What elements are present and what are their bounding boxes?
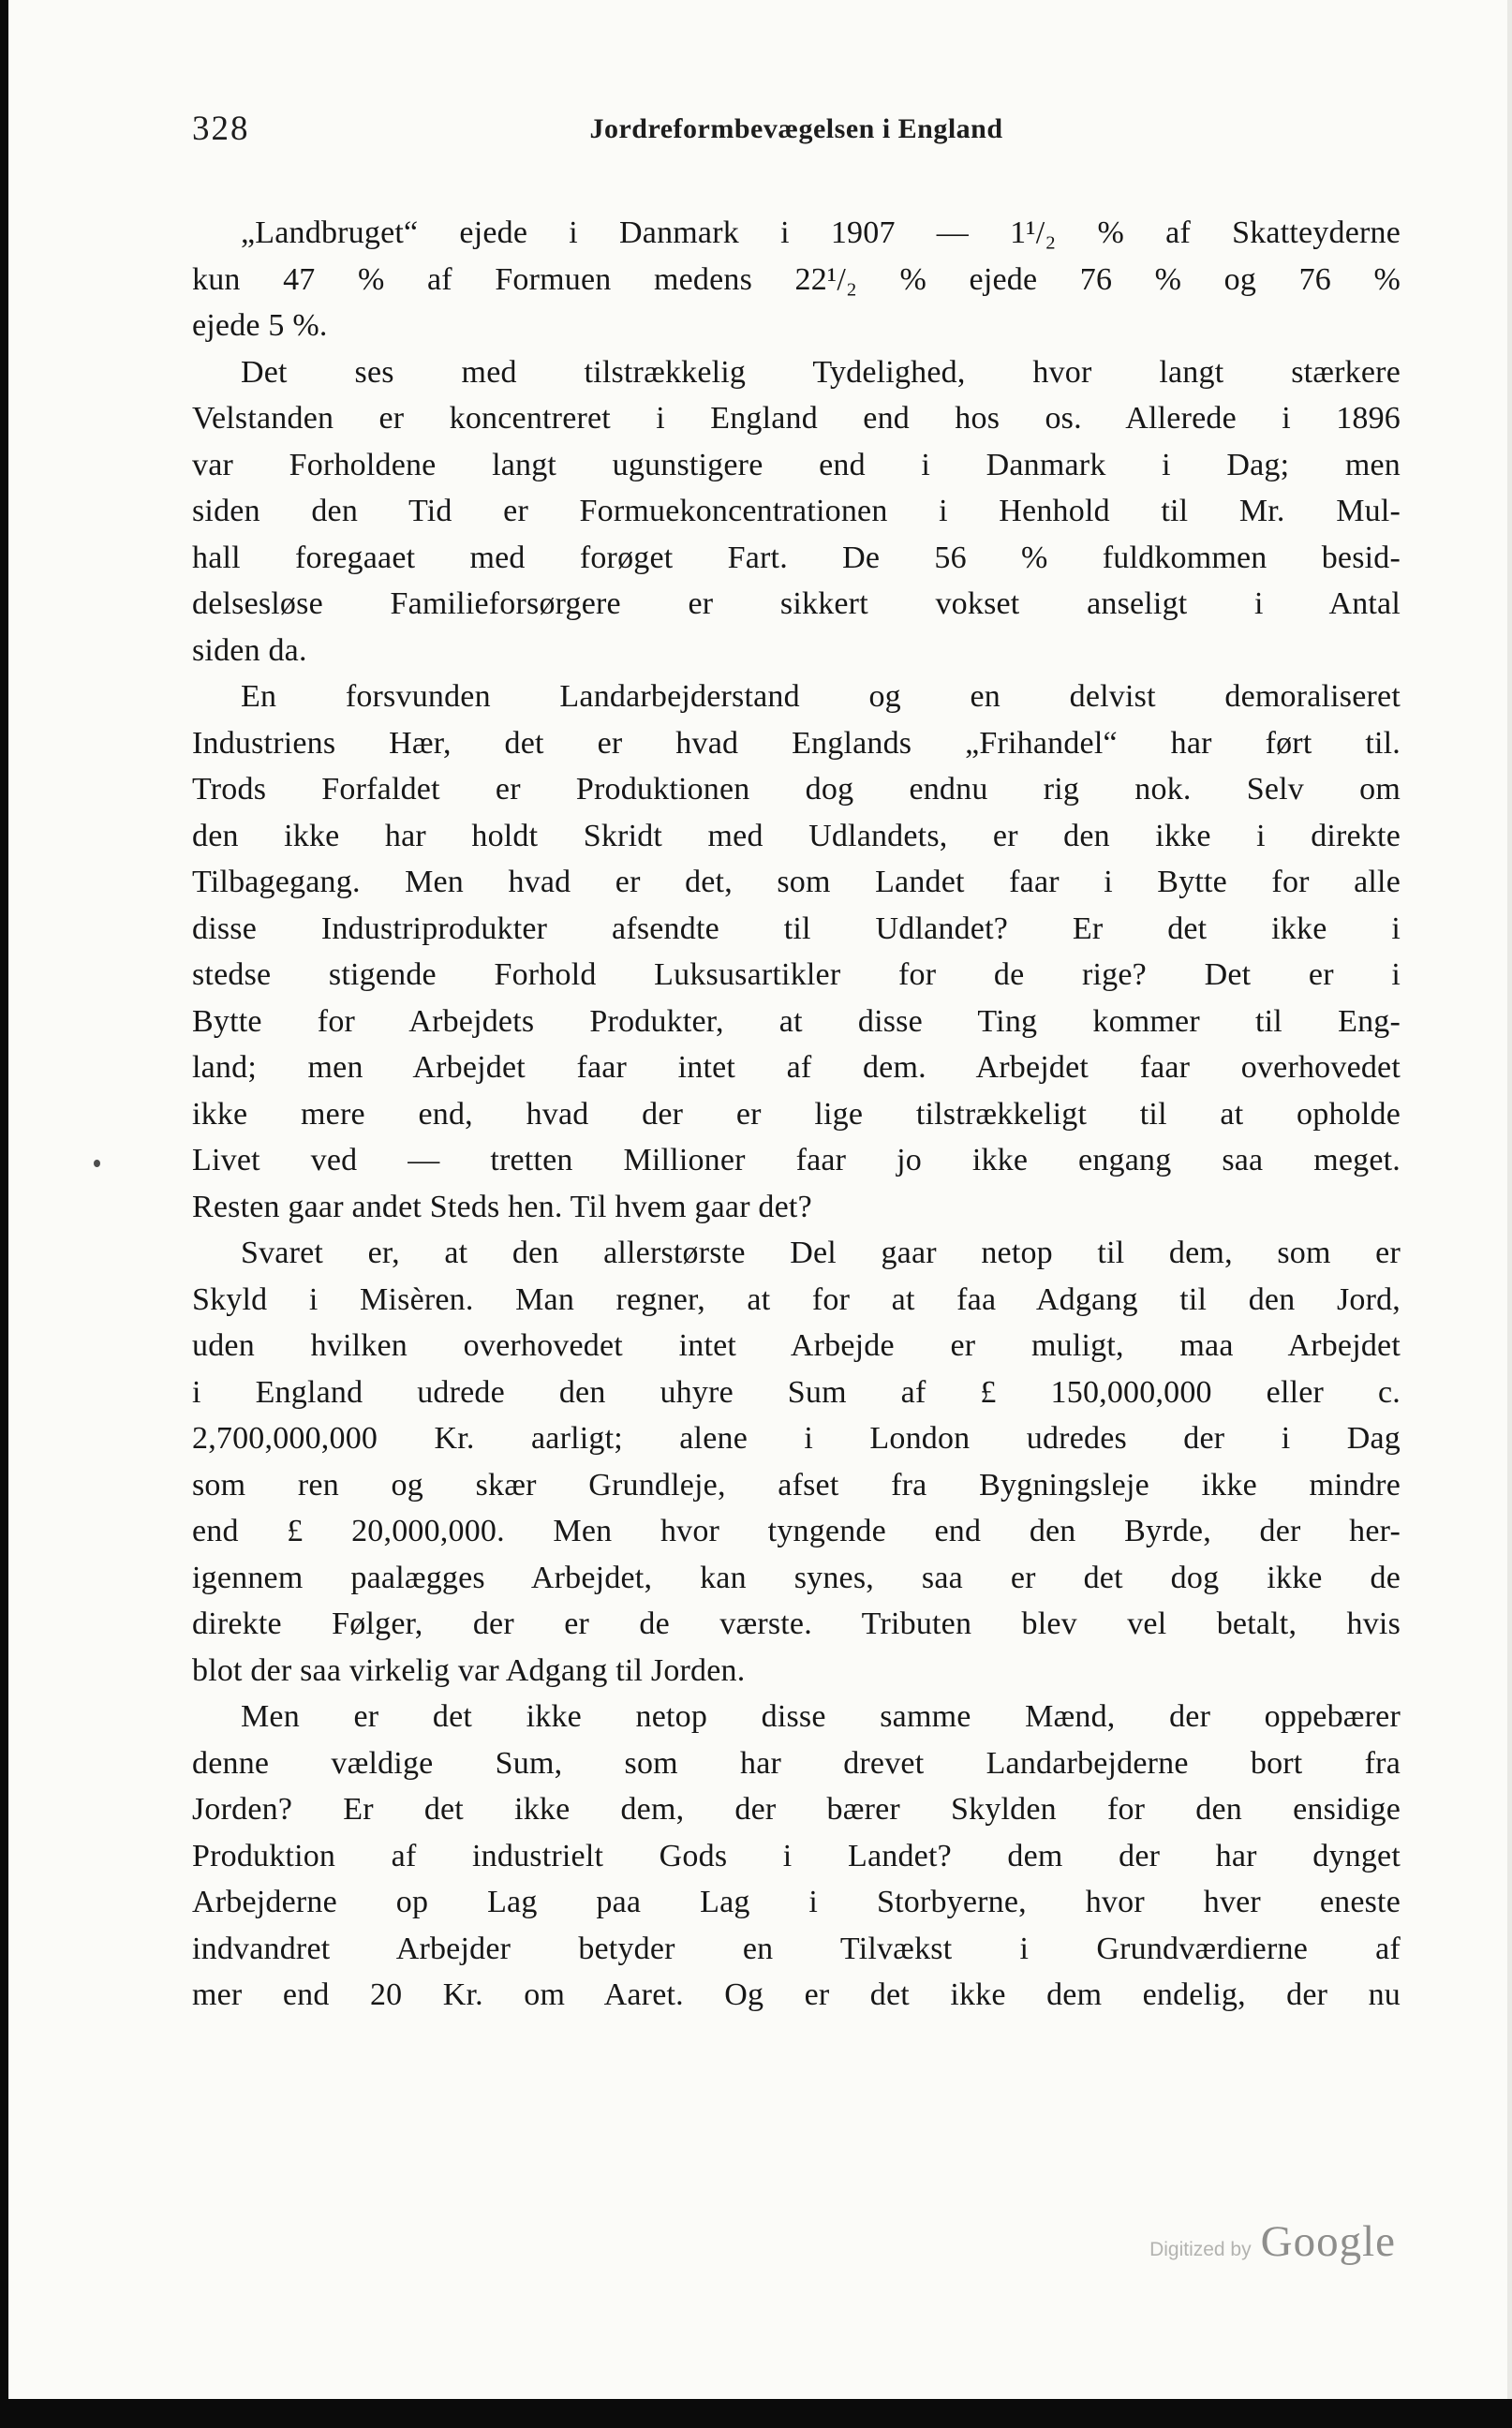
text-line: Industriens Hær, det er hvad Englands „Frihandel“ har ført til. xyxy=(192,725,1401,761)
text-line: blot der saa virkelig var Adgang til Jorden. xyxy=(192,1652,746,1688)
text-line: end £ 20,000,000. Men hvor tyngende end den Byrde, der her- xyxy=(192,1514,1401,1548)
text-line: Velstanden er koncentreret i England end hos os. Allerede i 1896 xyxy=(192,401,1401,436)
text-line: siden da. xyxy=(192,632,307,668)
text-line: Resten gaar andet Steds hen. Til hvem gaar det? xyxy=(192,1189,812,1224)
text-line: Men er det ikke netop disse samme Mænd, der oppebærer xyxy=(241,1699,1401,1734)
text-line: som ren og skær Grundleje, afset fra Bygningsleje ikke mindre xyxy=(192,1467,1401,1503)
text-line: Skyld i Misèren. Man regner, at for at faa Adgang til den Jord, xyxy=(192,1281,1401,1317)
text-line: denne vældige Sum, som har drevet Landarbejderne bort fra xyxy=(192,1745,1401,1781)
text-line: stedse stigende Forhold Luksusartikler for de rige? Det er i xyxy=(192,957,1401,992)
text-line: den ikke har holdt Skridt med Udlandets, er den ikke i direkte xyxy=(192,818,1401,853)
text-line: Jorden? Er det ikke dem, der bærer Skylden for den ensidige xyxy=(192,1792,1401,1827)
paragraph xyxy=(192,1230,1401,1694)
text-line: Trods Forfaldet er Produktionen dog endnu rig nok. Selv om xyxy=(192,772,1401,807)
running-title: Jordreformbevægelsen i England xyxy=(589,113,1003,144)
page-number: 328 xyxy=(192,110,250,148)
paragraph xyxy=(192,1694,1401,2019)
text-line: 2,700,000,000 Kr. aarligt; alene i London udredes der i Dag xyxy=(192,1421,1401,1456)
digitization-watermark xyxy=(1149,2216,1396,2267)
text-line: En forsvunden Landarbejderstand og en delvist demoraliseret xyxy=(241,679,1401,714)
text-line: i England udrede den uhyre Sum af £ 150,000,000 eller c. xyxy=(192,1374,1401,1410)
text-line: disse Industriprodukter afsendte til Udlandet? Er det ikke i xyxy=(192,910,1401,946)
paragraph xyxy=(192,674,1401,1230)
scan-edge-bottom xyxy=(0,2399,1512,2428)
text-line: ejede 5 %. xyxy=(192,308,328,343)
text-line: Bytte for Arbejdets Produkter, at disse Ting kommer til Eng- xyxy=(192,1003,1401,1039)
text-line: land; men Arbejdet faar intet af dem. Arbejdet faar overhovedet xyxy=(192,1050,1401,1085)
body-text xyxy=(192,210,1401,2019)
google-logo: Google xyxy=(1260,2217,1396,2266)
text-line: Arbejderne op Lag paa Lag i Storbyerne, hvor hver eneste xyxy=(192,1885,1401,1919)
text-line: direkte Følger, der er de værste. Tributen blev vel betalt, hvis xyxy=(192,1606,1401,1641)
page-header xyxy=(192,109,1401,155)
text-line: mer end 20 Kr. om Aaret. Og er det ikke dem endelig, der nu xyxy=(192,1977,1401,2012)
text-line: hall foregaaet med forøget Fart. De 56 % fuldkommen besid- xyxy=(192,540,1401,575)
paragraph xyxy=(192,210,1401,349)
scan-edge-left xyxy=(0,0,8,2428)
text-line: Tilbagegang. Men hvad er det, som Landet faar i Bytte for alle xyxy=(192,865,1401,899)
text-line: siden den Tid er Formuekoncentrationen i Henhold til Mr. Mul- xyxy=(192,494,1401,528)
digitized-by-label: Digitized by xyxy=(1149,2239,1252,2260)
text-line: ikke mere end, hvad der er lige tilstrækkeligt til at opholde xyxy=(192,1096,1401,1132)
text-line: var Forholdene langt ugunstigere end i Danmark i Dag; men xyxy=(192,447,1401,482)
scan-artifact-dot xyxy=(94,1160,100,1167)
text-line: Produktion af industrielt Gods i Landet? dem der har dynget xyxy=(192,1838,1401,1873)
text-line: igennem paalægges Arbejdet, kan synes, saa er det dog ikke de xyxy=(192,1560,1401,1595)
paragraph xyxy=(192,349,1401,674)
text-line: Livet ved — tretten Millioner faar jo ikke engang saa meget. xyxy=(192,1143,1401,1177)
text-line: „Landbruget“ ejede i Danmark i 1907 — 1¹/₂ % af Skatteyderne xyxy=(241,215,1401,250)
text-line: Det ses med tilstrækkelig Tydelighed, hvor langt stærkere xyxy=(241,354,1401,390)
text-line: delsesløse Familieforsørgere er sikkert vokset anseligt i Antal xyxy=(192,586,1401,621)
text-line: indvandret Arbejder betyder en Tilvækst i Grundværdierne af xyxy=(192,1931,1401,1966)
scan-edge-right xyxy=(1507,0,1512,2428)
text-line: uden hvilken overhovedet intet Arbejde er muligt, maa Arbejdet xyxy=(192,1328,1401,1363)
text-line: kun 47 % af Formuen medens 22¹/₂ % ejede 76 % og 76 % xyxy=(192,261,1401,297)
text-line: Svaret er, at den allerstørste Del gaar netop til dem, som er xyxy=(241,1236,1401,1270)
